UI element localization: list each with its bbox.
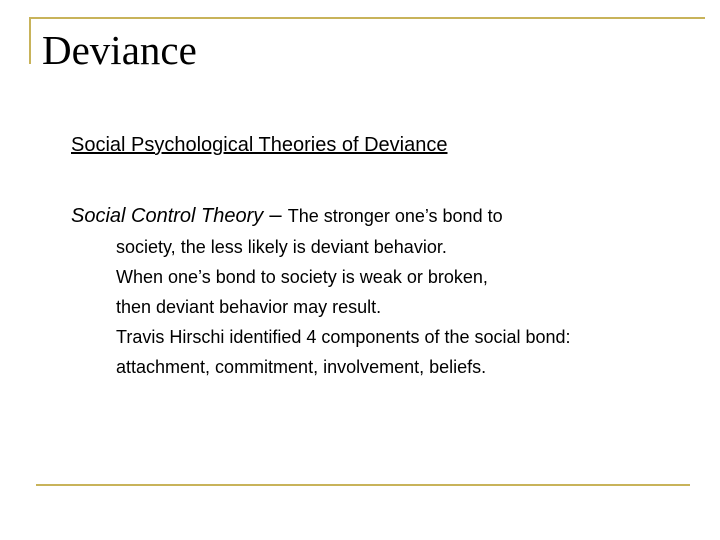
body-line: When one’s bond to society is weak or broken, bbox=[116, 267, 488, 287]
body-line: attachment, commitment, involvement, beliefs. bbox=[116, 357, 487, 377]
theory-lead-text: The stronger one’s bond to bbox=[287, 206, 503, 226]
top-border-rule bbox=[29, 17, 705, 19]
slide-subtitle: Social Psychological Theories of Deviance bbox=[71, 134, 448, 156]
theory-body-text bbox=[116, 232, 571, 382]
bottom-border-rule bbox=[36, 484, 690, 486]
theory-name: Social Control Theory bbox=[71, 205, 264, 227]
body-line: Travis Hirschi identified 4 components of the social bond: bbox=[116, 327, 571, 347]
body-line: society, the less likely is deviant behavior. bbox=[116, 237, 447, 257]
left-border-rule bbox=[29, 17, 31, 64]
theory-heading-line bbox=[71, 200, 503, 233]
theory-separator: – bbox=[263, 202, 288, 227]
slide-title: Deviance bbox=[42, 27, 197, 73]
body-line: then deviant behavior may result. bbox=[116, 297, 382, 317]
